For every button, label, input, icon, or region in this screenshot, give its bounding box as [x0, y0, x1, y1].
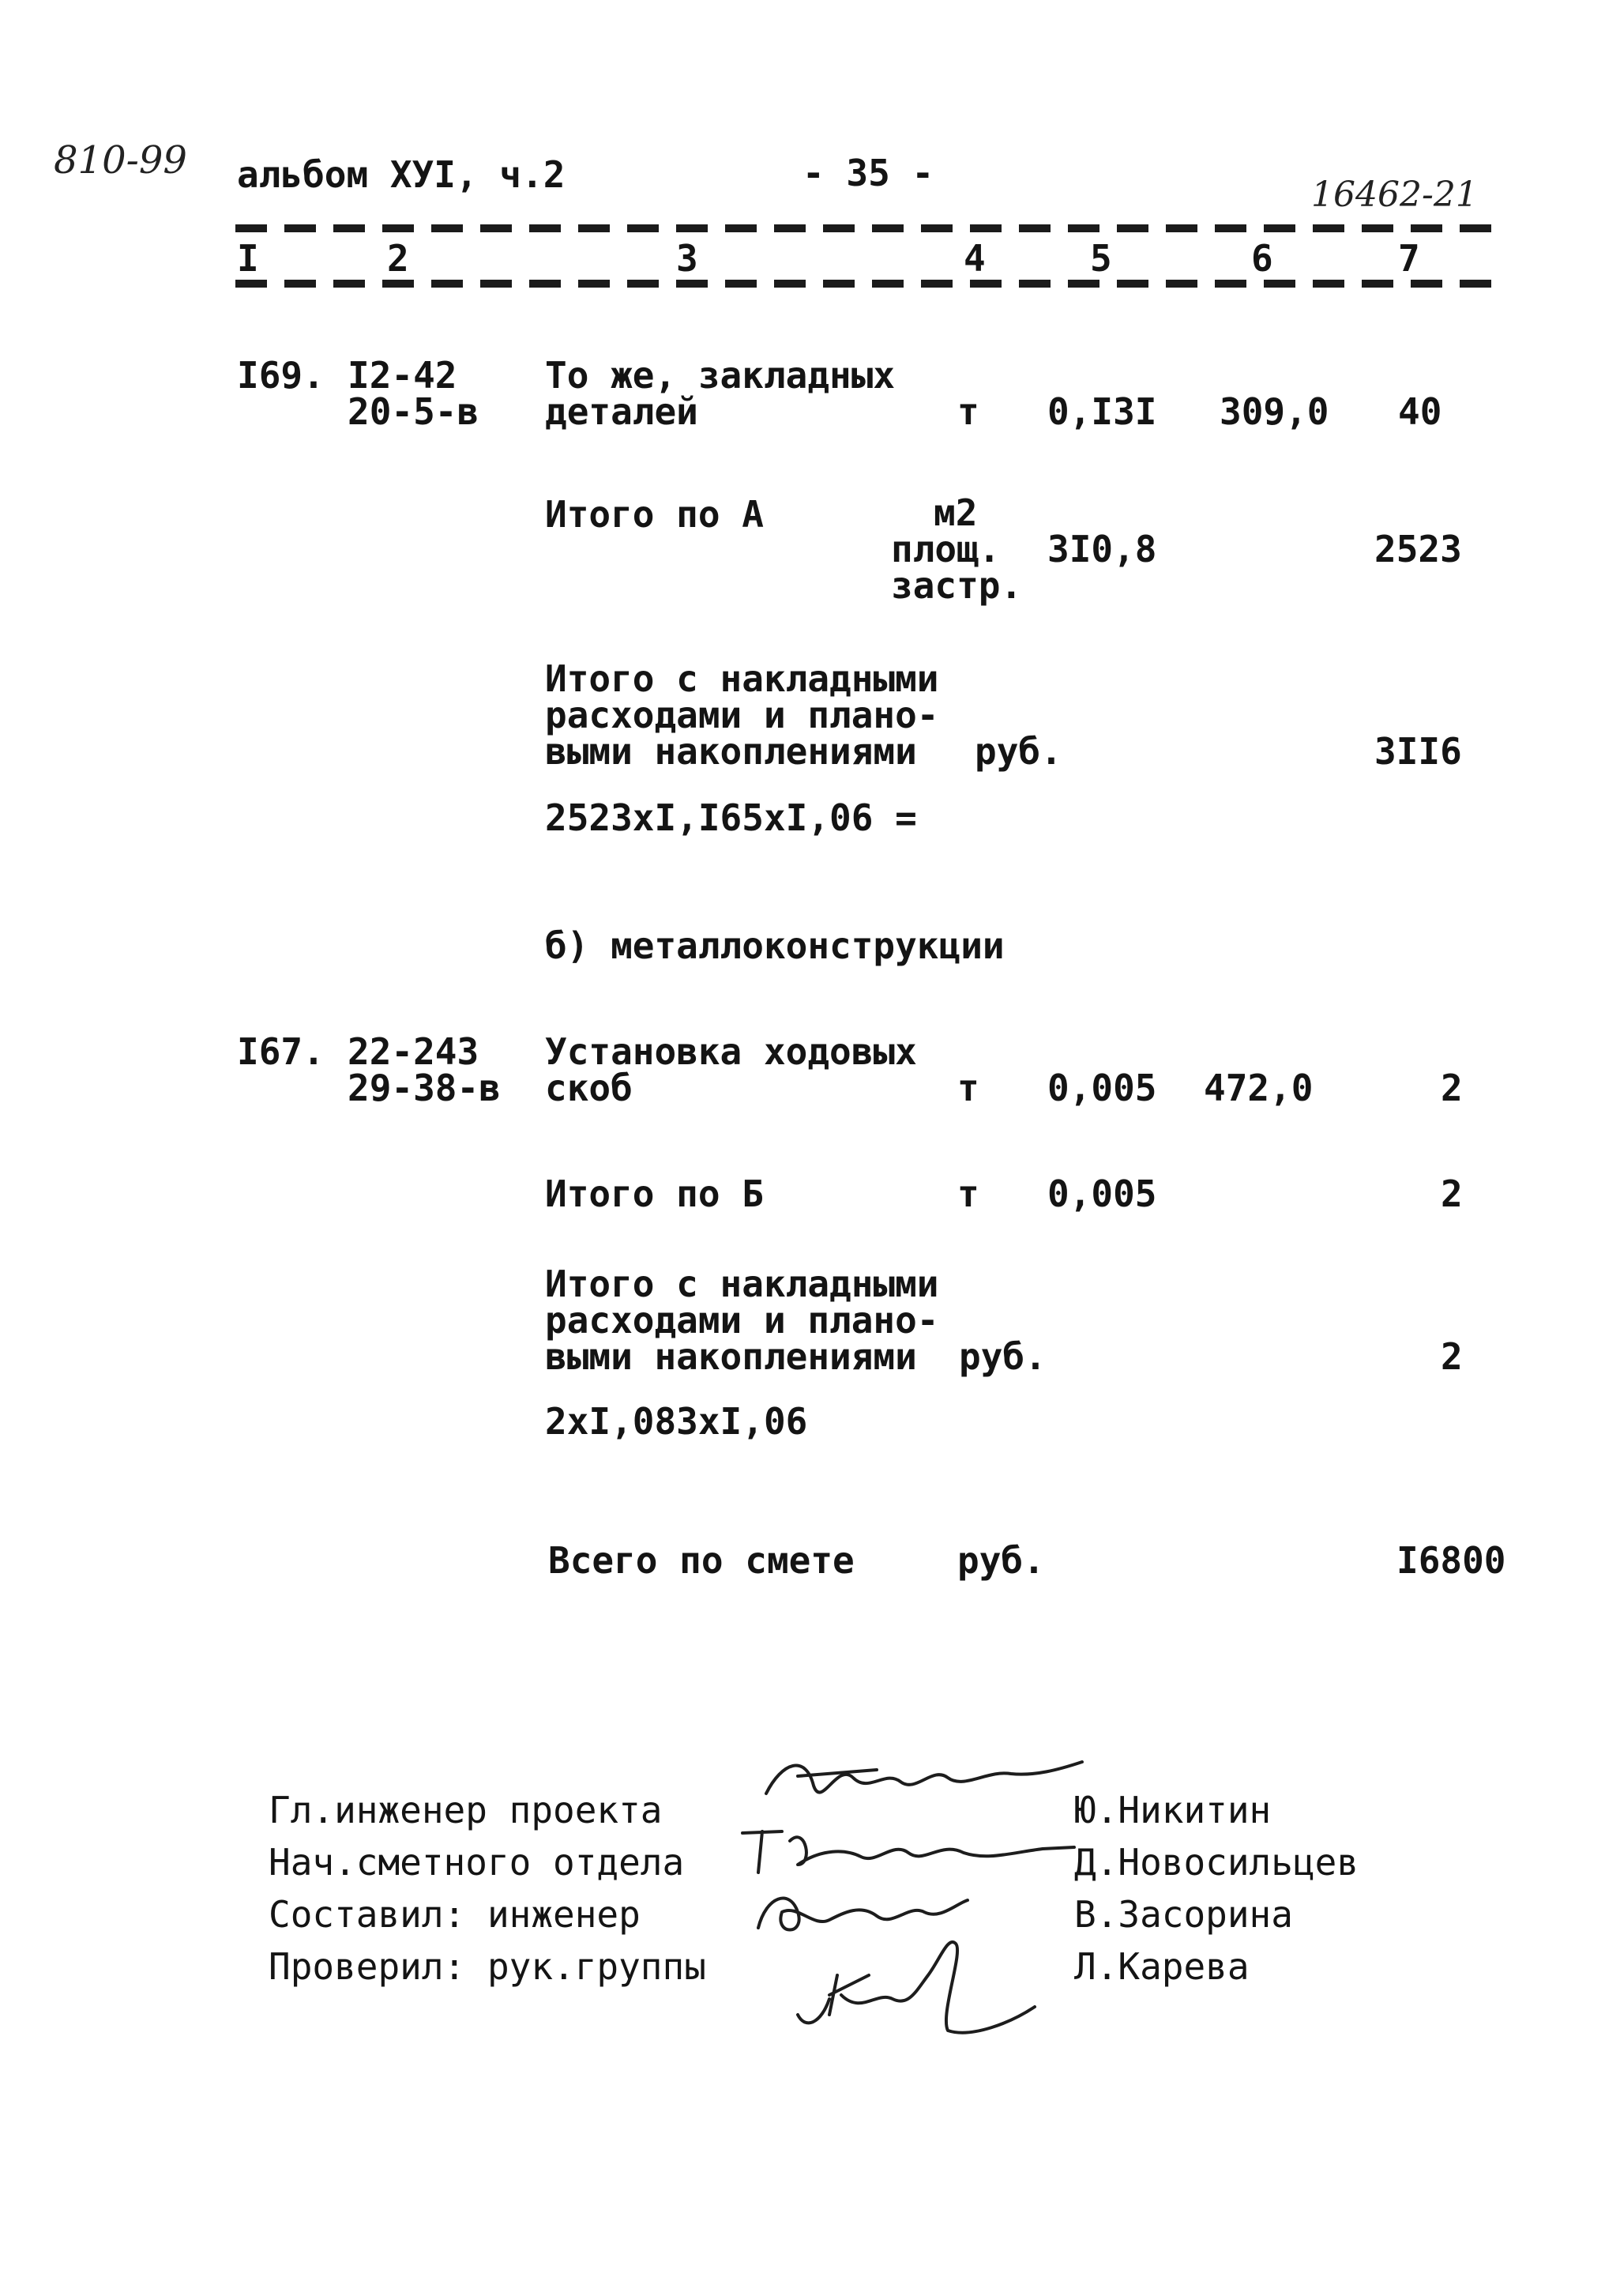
document-code: 16462-21: [1311, 175, 1478, 215]
row-number: I69.: [237, 354, 325, 397]
subtotal-label: Итого с накладными: [545, 1263, 939, 1305]
subtotal-label: Итого по А: [545, 493, 764, 536]
quantity: 0,I3I: [1047, 390, 1157, 433]
signer-role: Составил: инженер: [269, 1893, 641, 1936]
quantity: 3I0,8: [1047, 528, 1157, 570]
column-number: 6: [1251, 237, 1273, 280]
subtotal-label: расходами и плано-: [545, 1299, 939, 1342]
signer-role: Гл.инженер проекта: [269, 1789, 663, 1831]
unit: застр.: [891, 564, 1023, 607]
column-number: I: [237, 237, 259, 280]
signer-name: Ю.Никитин: [1074, 1789, 1272, 1831]
total-cost: 2523: [1374, 528, 1462, 570]
unit: т: [957, 1172, 979, 1215]
work-name: скоб: [545, 1067, 633, 1109]
total-cost: 2: [1441, 1335, 1463, 1378]
signature-nikitin: [750, 1746, 1098, 1817]
quantity: 0,005: [1047, 1067, 1157, 1109]
header-divider-top: [235, 224, 1494, 232]
page-number: - 35 -: [802, 152, 934, 194]
quantity: 0,005: [1047, 1172, 1157, 1215]
signature-kareva: [782, 1928, 1051, 2046]
subtotal-label: Итого по Б: [545, 1172, 764, 1215]
row-number: I67.: [237, 1030, 325, 1073]
signature-novosiltsev: [727, 1817, 1090, 1880]
subtotal-label: выми накоплениями: [545, 730, 917, 773]
column-number: 3: [676, 237, 698, 280]
column-number: 7: [1398, 237, 1420, 280]
grand-total-value: I6800: [1396, 1539, 1506, 1582]
margin-code: 810-99: [54, 138, 187, 183]
subtotal-label: Итого с накладными: [545, 657, 939, 700]
section-title: б) металлоконструкции: [545, 924, 1005, 967]
unit: руб.: [957, 1539, 1045, 1582]
price-code: 29-38-в: [348, 1067, 501, 1109]
unit: руб.: [975, 730, 1062, 773]
signer-name: Д.Новосильцев: [1074, 1841, 1359, 1884]
unit: м2: [934, 491, 978, 534]
total-cost: 2: [1441, 1172, 1463, 1215]
calculation-formula: 2хI,083хI,06: [545, 1400, 808, 1443]
norm-code: I2-42: [348, 354, 457, 397]
subtotal-label: расходами и плано-: [545, 694, 939, 736]
price-code: 20-5-в: [348, 390, 479, 433]
calculation-formula: 2523хI,I65хI,06 =: [545, 796, 917, 839]
total-cost: 40: [1398, 390, 1442, 433]
signer-name: В.Засорина: [1074, 1893, 1293, 1936]
subtotal-label: выми накоплениями: [545, 1335, 917, 1378]
work-name: деталей: [545, 390, 698, 433]
total-cost: 2: [1441, 1067, 1463, 1109]
header-divider-bottom: [235, 280, 1494, 288]
grand-total-label: Всего по смете: [548, 1539, 855, 1582]
column-number: 4: [964, 237, 986, 280]
unit: руб.: [959, 1335, 1047, 1378]
unit-price: 472,0: [1204, 1067, 1314, 1109]
unit: т: [957, 1067, 979, 1109]
column-number: 5: [1090, 237, 1112, 280]
work-name: То же, закладных: [545, 354, 896, 397]
unit: площ.: [891, 528, 1001, 570]
column-number: 2: [387, 237, 409, 280]
unit-price: 309,0: [1220, 390, 1329, 433]
norm-code: 22-243: [348, 1030, 479, 1073]
signer-role: Проверил: рук.группы: [269, 1945, 706, 1988]
unit: т: [957, 390, 979, 433]
work-name: Установка ходовых: [545, 1030, 917, 1073]
album-title: альбом ХУI, ч.2: [237, 153, 566, 196]
total-cost: 3II6: [1374, 730, 1462, 773]
signer-role: Нач.сметного отдела: [269, 1841, 685, 1884]
signer-name: Л.Карева: [1074, 1945, 1250, 1988]
